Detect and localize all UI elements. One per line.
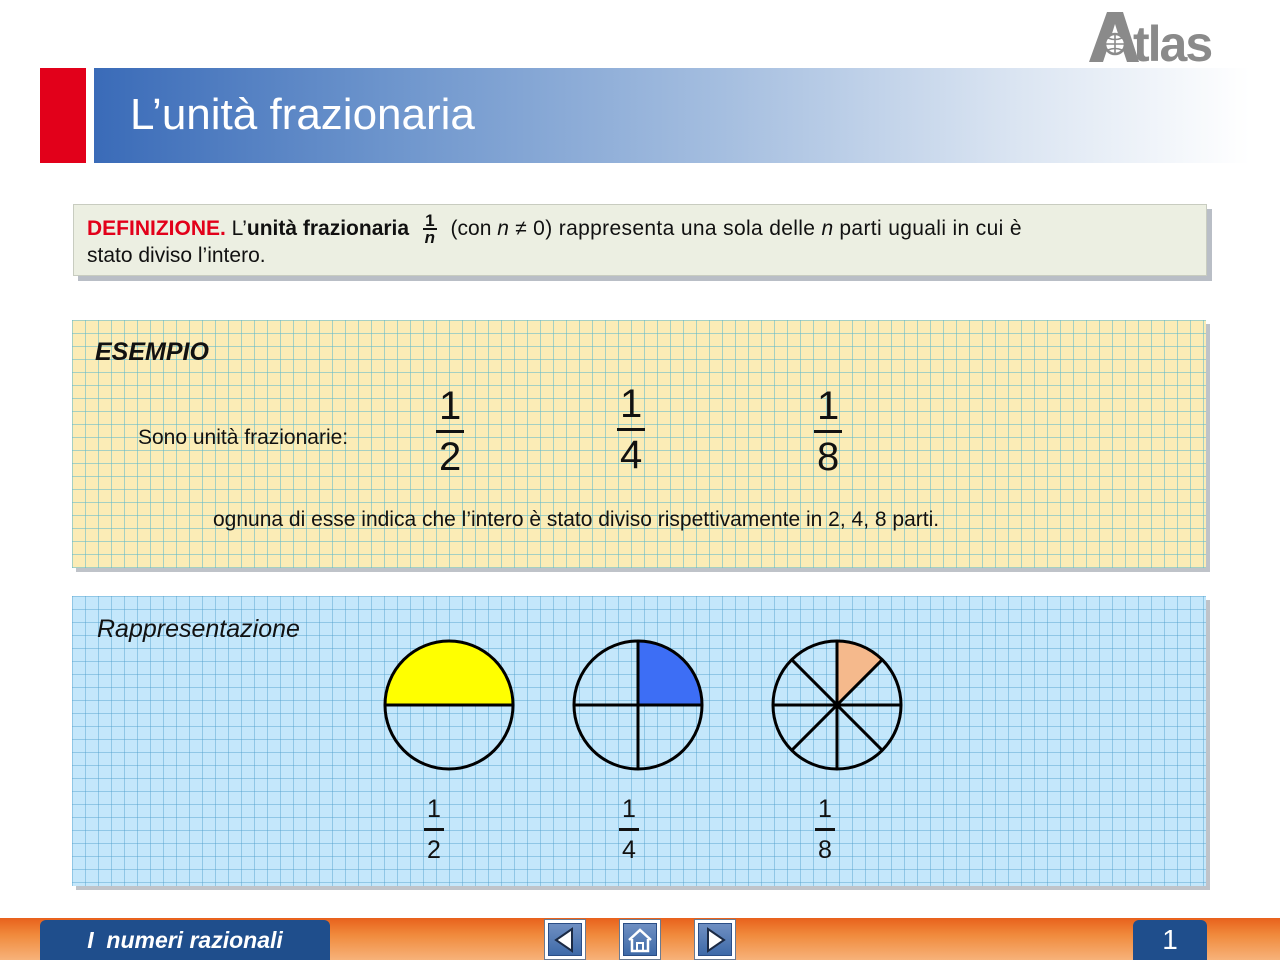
fraction-denominator: 2 — [439, 435, 462, 479]
definition-fraction — [423, 213, 436, 245]
fraction-numerator: 1 — [436, 382, 464, 433]
page-title: L’unità frazionaria — [130, 90, 475, 139]
definition-fraction-denominator: n — [424, 228, 435, 247]
previous-slide-button[interactable] — [544, 919, 586, 960]
definition-var-n: n — [497, 217, 509, 240]
example-fraction-eighth — [814, 382, 842, 481]
example-title: ESEMPIO — [95, 338, 209, 366]
fraction-numerator: 1 — [424, 790, 444, 831]
definition-line-1 — [87, 213, 1195, 245]
shaded-sector — [837, 641, 882, 705]
representation-fraction-quarter — [619, 790, 639, 869]
next-slide-button[interactable] — [694, 919, 736, 960]
example-fraction-quarter — [617, 380, 645, 479]
home-button-face — [623, 923, 657, 956]
fraction-denominator: 8 — [817, 435, 840, 479]
definition-text-pre: L’ — [225, 217, 247, 240]
fraction-circle-half — [385, 641, 513, 769]
next-button-face — [698, 923, 732, 956]
definition-fraction-numerator: 1 — [425, 211, 435, 230]
example-fraction-half — [436, 382, 464, 481]
title-accent-block — [40, 68, 86, 163]
fraction-circle-quarter — [574, 641, 702, 769]
shaded-sector — [385, 641, 513, 705]
definition-text-con: (con — [450, 217, 498, 240]
logo-wordmark: tlas — [1133, 16, 1212, 66]
representation-fraction-half — [424, 790, 444, 869]
representation-fraction-eighth — [815, 790, 835, 869]
fraction-numerator: 1 — [619, 790, 639, 831]
example-note: ognuna di esse indica che l’intero è stato diviso rispettivamente in 2, 4, 8 parti. — [213, 508, 940, 531]
definition-text-post: parti uguali in cui è — [833, 217, 1022, 240]
definition-var-n2: n — [821, 217, 834, 240]
example-lead-text: Sono unità frazionarie: — [138, 426, 349, 449]
definition-text-cond: ≠ 0) rappresenta una sola delle — [508, 217, 822, 240]
previous-button-face — [548, 923, 582, 956]
fraction-denominator: 2 — [427, 836, 441, 864]
triangle-left-icon — [552, 927, 578, 953]
triangle-right-icon — [702, 927, 728, 953]
fraction-denominator: 8 — [818, 836, 832, 864]
fraction-numerator: 1 — [814, 382, 842, 433]
fraction-numerator: 1 — [617, 380, 645, 431]
fraction-denominator: 4 — [622, 836, 636, 864]
fraction-circle-eighth — [773, 641, 901, 769]
fraction-denominator: 4 — [620, 433, 643, 477]
house-icon — [626, 926, 654, 954]
home-button[interactable] — [619, 919, 661, 960]
fraction-circle-diagrams — [380, 635, 910, 775]
definition-keyword: DEFINIZIONE. — [87, 217, 226, 240]
chapter-tab: I numeri razionali — [40, 920, 330, 960]
definition-term: unità frazionaria — [246, 217, 410, 240]
fraction-numerator: 1 — [815, 790, 835, 831]
representation-title: Rappresentazione — [97, 615, 300, 643]
definition-line-2: stato diviso l’intero. — [87, 244, 266, 267]
atlas-logo — [1085, 8, 1245, 66]
page-number: 1 — [1133, 920, 1207, 960]
